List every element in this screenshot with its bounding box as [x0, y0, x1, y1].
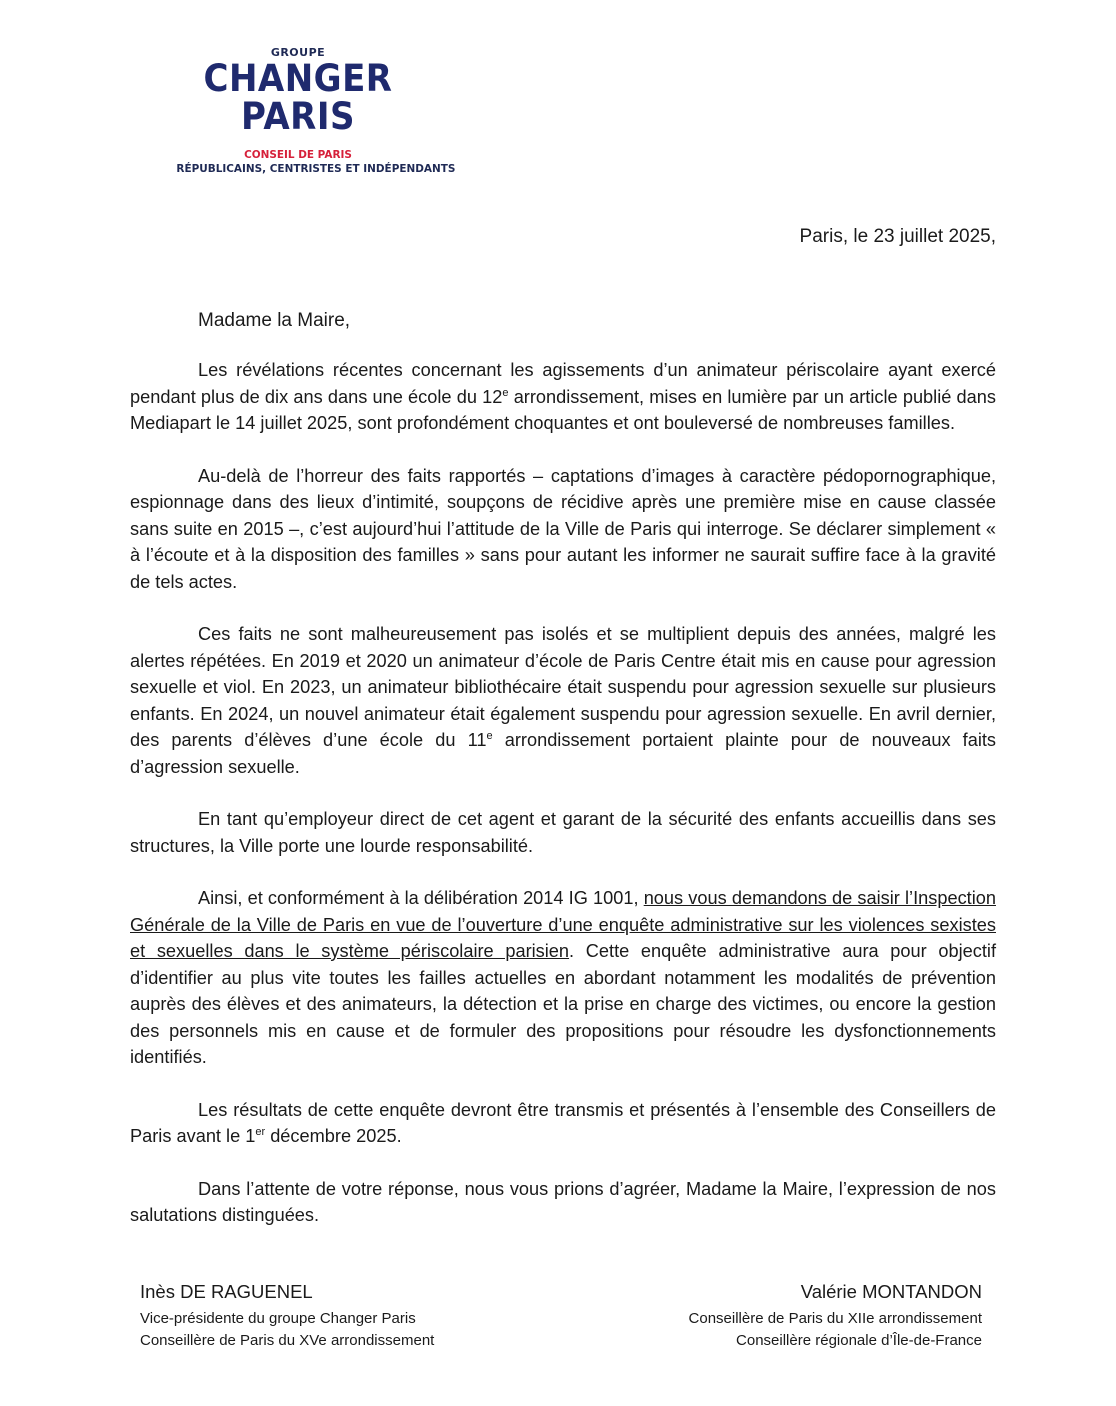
paragraph-1-text-b: arrondissement, mises en lumière par un article publié dans Mediapart le 14 juillet 2025, sont profondément choquantes et ont bouleversé de nombreuses familles.	[130, 386, 996, 433]
paragraph-1	[130, 357, 996, 437]
paragraph-4: En tant qu’employeur direct de cet agent et garant de la sécurité des enfants accueillis dans ses structures, la Ville porte une lourde responsabilité.	[130, 809, 996, 856]
paragraph-1-text-a: Les révélations récentes concernant les agissements d’un animateur périscolaire ayant exercé pendant plus de dix ans dans une école du 12	[130, 360, 996, 407]
signature-right-name: Valérie MONTANDON	[800, 1281, 982, 1302]
paragraph-2: Au-delà de l’horreur des faits rapportés – captations d’images à caractère pédopornographique, espionnage dans des lieux d’intimité, soupçons de récidive après une première mise en cause classée sans suite en 2015 –, c’est aujourd’hui l’attitude de la Ville de Paris qui interroge. Se déclarer simplement « à l’écoute et à la disposition des familles » sans pour autant les informer ne saurait suffire face à la gravité de tels actes.	[130, 465, 996, 592]
signature-left-role-1: Vice-présidente du groupe Changer Paris	[140, 1310, 416, 1327]
signature-left-name: Inès DE RAGUENEL	[140, 1281, 313, 1302]
paragraph-7: Dans l’attente de votre réponse, nous vous prions d’agréer, Madame la Maire, l’expression de nos salutations distinguées.	[130, 1178, 996, 1225]
letter-body	[130, 357, 996, 1255]
signature-left-role-2: Conseillère de Paris du XVe arrondissement	[140, 1332, 435, 1349]
paragraph-3-text-b: arrondissement portaient plainte pour de nouveaux faits d’agression sexuelle.	[130, 730, 997, 777]
paragraph-5-text-a: Ainsi, et conformément à la délibération 2014 IG 1001,	[198, 888, 644, 908]
letter-salutation: Madame la Maire,	[198, 310, 351, 331]
paragraph-3	[130, 621, 996, 780]
paragraph-1-sup: e	[502, 386, 509, 399]
paragraph-3-sup: e	[486, 729, 493, 742]
letter-date: Paris, le 23 juillet 2025,	[799, 226, 996, 247]
signature-left	[140, 1280, 434, 1352]
paragraph-5-underlined-request: nous vous demandons de saisir l’Inspection Générale de la Ville de Paris en vue de l’ouverture d’une enquête administrative sur les violences sexistes et sexuelles dans le système périscolaire parisien	[130, 888, 996, 961]
signature-right	[689, 1280, 982, 1352]
paragraph-5-text-b: . Cette enquête administrative aura pour objectif d’identifier au plus vite toutes les failles actuelles en abordant notamment les modalités de prévention auprès des élèves et des animateurs, la détection et la prise en charge des victimes, ou encore la gestion des personnels mis en cause et de formuler des propositions pour résoudre les dysfonctionnements identifiés.	[130, 941, 996, 1067]
paragraph-6-text-b: décembre 2025.	[265, 1126, 402, 1146]
logo-changer: CHANGER	[203, 57, 393, 100]
changer-paris-logo	[170, 46, 456, 176]
logo-paris: PARIS	[241, 95, 355, 138]
logo-conseil-de-paris: CONSEIL DE PARIS	[244, 148, 352, 161]
logo-subtitle: RÉPUBLICAINS, CENTRISTES ET INDÉPENDANTS	[176, 162, 456, 175]
paragraph-5	[130, 885, 996, 1071]
paragraph-6	[130, 1097, 996, 1150]
signature-right-role-1: Conseillère de Paris du XIIe arrondissement	[688, 1310, 982, 1327]
logo-groupe: GROUPE	[270, 46, 326, 59]
paragraph-6-text-a: Les résultats de cette enquête devront être transmis et présentés à l’ensemble des Conseillers de Paris avant le 1	[130, 1099, 996, 1146]
paragraph-3-text-a: Ces faits ne sont malheureusement pas isolés et se multiplient depuis des années, malgré les alertes répétées. En 2019 et 2020 un animateur d’école de Paris Centre était mis en cause pour agression sexuelle et viol. En 2023, un animateur bibliothécaire était suspendu pour agression sexuelle sur plusieurs enfants. En 2024, un nouvel animateur était également suspendu pour agression sexuelle. En avril dernier, des parents d’élèves d’une école du 11	[130, 624, 996, 750]
paragraph-6-sup: er	[255, 1125, 266, 1138]
signature-right-role-2: Conseillère régionale d’Île-de-France	[736, 1332, 982, 1349]
